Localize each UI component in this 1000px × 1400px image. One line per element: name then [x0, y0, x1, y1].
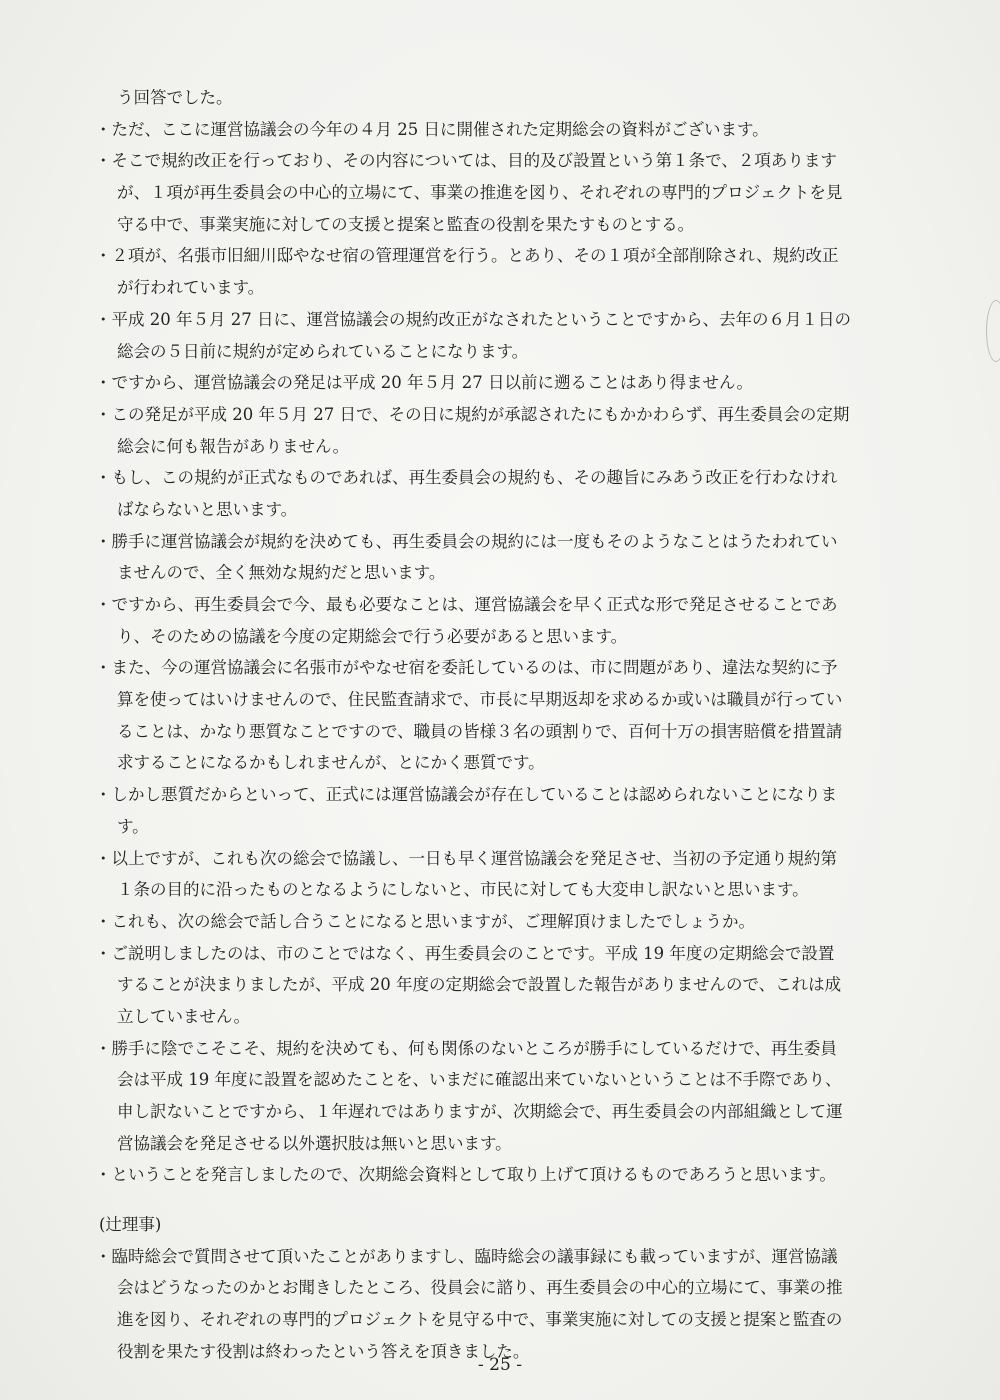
text-line: 守る中で、事業実施に対しての支援と提案と監査の役割を果たすものとする。: [117, 214, 695, 234]
text-line: ・勝手に陰でこそこそ、規約を決めても、何も関係のないところが勝手にしているだけで、再生委員: [95, 1038, 837, 1058]
text-line: ・もし、この規約が正式なものであれば、再生委員会の規約も、その趣旨にみあう改正を行わなけれ: [95, 468, 838, 488]
text-line: ・また、今の運営協議会に名張市がやなせ宿を委託しているのは、市に問題があり、違法な契約に予: [95, 658, 838, 678]
text-line: ・平成 20 年５月 27 日に、運営協議会の規約改正がなされたということですから、去年の６月１日の: [95, 309, 851, 329]
text-line: ・ご説明しましたのは、市のことではなく、再生委員会のことです。平成 19 年度の定期総会で設置: [95, 943, 835, 963]
text-line: ・２項が、名張市旧細川邸やなせ宿の管理運営を行う。とあり、その１項が全部削除され、規約改正: [95, 246, 839, 266]
statement-block-tsuji: [95, 1241, 925, 1368]
text-line: う回答でした。: [117, 88, 233, 107]
speaker-label: (辻理事): [99, 1215, 162, 1235]
text-line: ・臨時総会で質問させて頂いたことがありますし、臨時総会の議事録にも載っていますが、運営協議: [95, 1246, 838, 1266]
page-number: - 25 -: [478, 1355, 522, 1375]
text-line: ばならないと思います。: [117, 499, 298, 519]
text-line: 求することになるかもしれませんが、とにかく悪質です。: [117, 753, 545, 773]
text-line: ることは、かなり悪質なことですので、職員の皆様３名の頭割りで、百何十万の損害賠償を措置請: [117, 721, 843, 741]
minutes-body: [95, 82, 925, 1368]
text-line: １条の目的に沿ったものとなるようにしないと、市民に対しても大変申し訳ないと思います。: [117, 880, 809, 900]
text-line: ・ということを発言しましたので、次期総会資料として取り上げて頂けるものであろうと思います。: [95, 1165, 836, 1185]
text-line: ・ですから、再生委員会で今、最も必要なことは、運営協議会を早く正式な形で発足させることであ: [95, 595, 838, 614]
text-line: 立していません。: [117, 1006, 250, 1026]
text-line: ・以上ですが、これも次の総会で協議し、一日も早く運営協議会を発足させ、当初の予定通り規約第: [95, 848, 838, 868]
text-line: ませんので、全く無効な規約だと思います。: [117, 563, 446, 583]
text-line: 申し訳ないことですから、１年遅れではありますが、次期総会で、再生委員会の内部組織として運: [117, 1102, 843, 1121]
text-line: ・この発足が平成 20 年５月 27 日で、その日に規約が承認されたにもかかわらず、再生委員会の定期: [95, 404, 850, 424]
text-line: り、そのための協議を今度の定期総会で行う必要があると思います。: [117, 626, 628, 646]
statement-block: [95, 82, 925, 1191]
text-line: 会はどうなったのかとお聞きしたところ、役員会に諮り、再生委員会の中心的立場にて、事業の推: [117, 1278, 843, 1298]
paper-edge-mark: [986, 300, 1000, 362]
text-line: ・そこで規約改正を行っており、その内容については、目的及び設置という第１条で、２項あります: [95, 151, 837, 171]
text-line: 役割を果たす役割は終わったという答えを頂きました。: [117, 1341, 530, 1361]
text-line: が行われています。: [117, 278, 265, 298]
text-line: 営協議会を発足させる以外選択肢は無いと思います。: [117, 1133, 512, 1153]
text-line: 総会の５日前に規約が定められていることになります。: [117, 341, 529, 361]
text-line: 算を使ってはいけませんので、住民監査請求で、市長に早期返却を求めるか或いは職員が行ってい: [117, 690, 843, 710]
text-line: 総会に何も報告がありません。: [117, 436, 349, 456]
text-line: ・これも、次の総会で話し合うことになると思いますが、ご理解頂けましたでしょうか。: [95, 911, 755, 931]
text-line: 会は平成 19 年度に設置を認めたことを、いまだに確認出来ていないということは不手際であり、: [117, 1070, 842, 1090]
text-line: す。: [117, 816, 149, 836]
text-line: ・しかし悪質だからといって、正式には運営協議会が存在していることは認められないことになりま: [95, 785, 838, 805]
text-line: ・勝手に運営協議会が規約を決めても、再生委員会の規約には一度もそのようなことはうたわれてい: [95, 531, 838, 551]
text-line: ・ただ、ここに運営協議会の今年の４月 25 日に開催された定期総会の資料がございます。: [95, 119, 769, 139]
text-line: 進を図り、それぞれの専門的プロジェクトを見守る中で、事業実施に対しての支援と提案と監査の: [117, 1310, 843, 1330]
text-line: が、１項が再生委員会の中心的立場にて、事業の推進を図り、それぞれの専門的プロジェクトを見: [117, 183, 843, 203]
text-line: することが決まりましたが、平成 20 年度の定期総会で設置した報告がありませんので、これは成: [117, 975, 842, 995]
text-line: ・ですから、運営協議会の発足は平成 20 年５月 27 日以前に遡ることはあり得ません。: [95, 373, 753, 393]
